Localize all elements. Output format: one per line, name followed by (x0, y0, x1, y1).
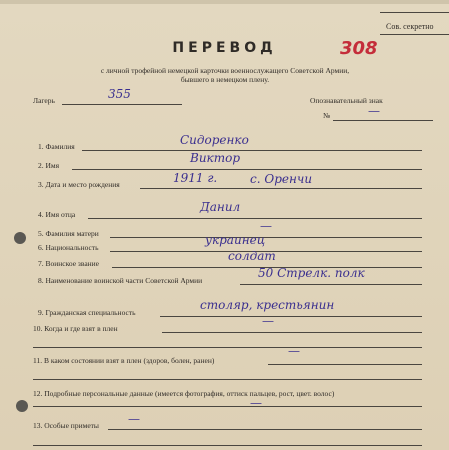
camp-line (62, 104, 182, 105)
field-unit-line (240, 284, 422, 285)
document-subtitle (50, 66, 400, 84)
field-personal-value: — (250, 396, 262, 410)
field-birth-label: 3. Дата и место рождения (38, 180, 120, 189)
field-name-label: 2. Имя (38, 161, 60, 170)
field-surname-label: 1. Фамилия (38, 142, 75, 151)
field-name-line (72, 169, 422, 170)
field-condition-value: — (288, 344, 300, 358)
field-surname-line (82, 150, 422, 151)
field-nationality-value: украинец (205, 233, 266, 247)
field-condition-line (268, 364, 422, 365)
field-condition-label: 11. В каком состоянии взят в плен (здоров, болен, ранен) (33, 356, 215, 365)
classification-label: Сов. секретно (386, 22, 434, 31)
top-edge (0, 0, 449, 4)
field-name-value: Виктор (190, 151, 240, 165)
field-birth-line (140, 188, 422, 189)
field-marks-label: 13. Особые приметы (33, 421, 99, 430)
field-surname-value: Сидоренко (180, 133, 249, 147)
field-father-value: Данил (200, 200, 241, 214)
field-rank-label: 7. Воинское звание (38, 259, 100, 268)
number-label: № (323, 111, 331, 120)
field-father-label: 4. Имя отца (38, 210, 76, 219)
subtitle-line-1: с личной трофейной немецкой карточки военнослужащего Советской Армии, (100, 66, 350, 75)
subtitle-line-2: бывшего в немецком плену. (180, 75, 270, 84)
field-condition-line-2 (33, 379, 422, 380)
field-birth-year: 1911 г. (173, 171, 218, 185)
field-mother-label: 5. Фамилия матери (38, 229, 99, 238)
number-line (333, 120, 433, 121)
field-father-line (88, 218, 422, 219)
field-captured-label: 10. Когда и где взят в плен (33, 324, 118, 333)
punch-hole-bottom (16, 400, 28, 412)
field-personal-line (33, 406, 422, 407)
id-mark-label: Опознавательный знак (310, 96, 383, 105)
document-title: ПЕРЕВОД (172, 40, 277, 56)
field-birth-place: с. Оренчи (250, 172, 313, 186)
camp-label: Лагерь (33, 96, 55, 105)
field-civil-value: столяр, крестьянин (200, 298, 335, 312)
punch-hole-top (14, 232, 26, 244)
field-captured-line (162, 332, 422, 333)
field-marks-line-2 (33, 445, 422, 446)
field-mother-line (110, 237, 422, 238)
number-value: — (368, 104, 380, 118)
classification-rule-bottom (380, 34, 449, 35)
field-unit-value: 50 Стрелк. полк (258, 266, 365, 280)
field-marks-value: — (128, 412, 140, 426)
field-nationality-label: 6. Национальность (38, 243, 99, 252)
camp-value: 355 (108, 87, 131, 101)
classification-rule-top (380, 12, 449, 13)
field-civil-label: 9. Гражданская специальность (38, 308, 136, 317)
field-mother-value: — (260, 219, 272, 233)
field-captured-value: — (262, 314, 274, 328)
field-captured-line-2 (33, 347, 422, 348)
field-marks-line (108, 429, 422, 430)
archive-mark: 308 (340, 38, 378, 59)
field-rank-value: солдат (228, 249, 276, 263)
field-civil-line (160, 316, 422, 317)
field-unit-label: 8. Наименование воинской части Советской Армии (38, 276, 203, 285)
field-personal-label: 12. Подробные персональные данные (имеется фотография, оттиск пальцев, рост, цвет. волос) (33, 389, 335, 398)
